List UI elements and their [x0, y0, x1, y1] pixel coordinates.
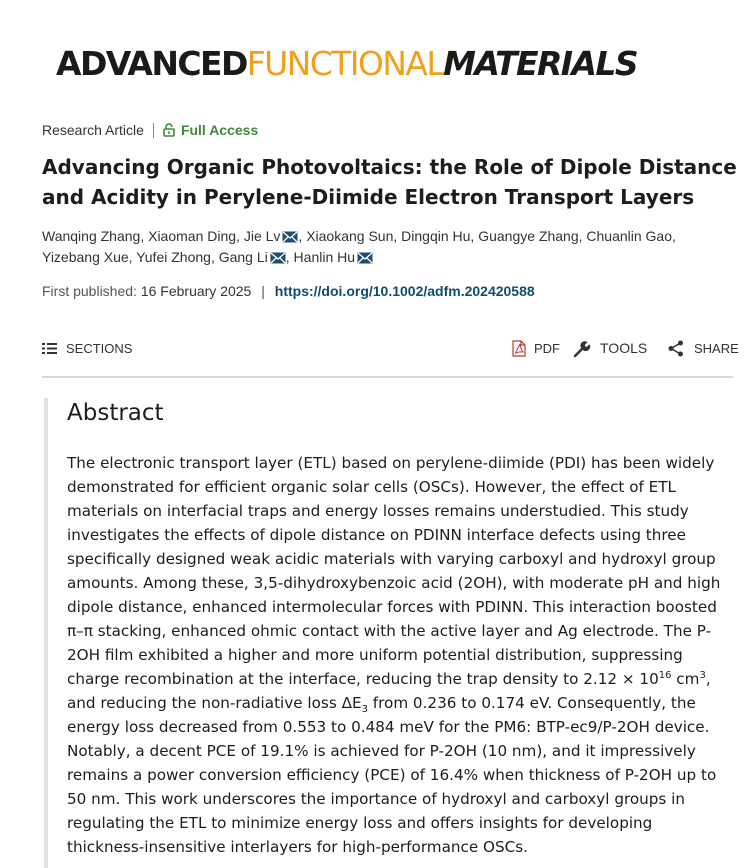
author-separator: ,: [393, 228, 402, 244]
article-type: Research Article: [42, 122, 144, 138]
author-separator: ,: [140, 228, 149, 244]
abstract-text: [67, 451, 733, 859]
journal-logo-part-1: ADVANCED: [56, 44, 247, 83]
author-separator: ,: [470, 228, 479, 244]
toolbar-divider: [42, 376, 733, 378]
article-toolbar: [42, 336, 739, 362]
author-name[interactable]: Chuanlin Gao: [586, 228, 673, 244]
share-button[interactable]: [668, 336, 739, 360]
abstract-text-part-3: , and reducing the non-radiative loss ΔE: [67, 670, 711, 712]
pub-divider: |: [261, 283, 265, 299]
author-separator: ,: [672, 228, 676, 244]
author-name[interactable]: Gang Li: [218, 249, 268, 265]
abstract-text-part-4: from 0.236 to 0.174 eV. Consequently, the energy loss decreased from 0.553 to 0.484 meV for the PM6: BTP-ec9/P-2OH device. Notably, a decent PCE of 19.1% is achieved for P-2OH (10 nm), and it impressively remains a power conversion efficiency (PCE) of 16.4% when thickness of P-2OH up to 50 nm. This work underscores the importance of hydroxyl and carboxyl groups in regulating the ETL to minimize energy loss and offers insights for developing thickness-insensitive interlayers for high-performance OSCs.: [67, 694, 717, 856]
journal-logo[interactable]: [56, 44, 637, 84]
first-published-label: First published:: [42, 283, 137, 299]
article-meta: [42, 122, 258, 138]
email-icon[interactable]: [282, 231, 298, 243]
share-icon: [668, 340, 684, 357]
publication-info: [42, 283, 535, 299]
wrench-icon: [572, 339, 591, 358]
author-name[interactable]: Yizebang Xue: [42, 249, 129, 265]
journal-logo-part-3: MATERIALS: [443, 44, 638, 83]
list-icon: [42, 342, 57, 355]
author-name[interactable]: Dingqin Hu: [401, 228, 471, 244]
tools-button[interactable]: [572, 336, 647, 360]
author-list: [42, 226, 742, 268]
energy-loss-subscript: 3: [361, 704, 368, 716]
doi-link[interactable]: https://doi.org/10.1002/adfm.202420588: [274, 283, 535, 299]
author-name[interactable]: Yufei Zhong: [136, 249, 211, 265]
author-separator: ,: [578, 228, 587, 244]
author-name[interactable]: Wanqing Zhang: [42, 228, 141, 244]
author-name[interactable]: Xiaokang Sun: [306, 228, 394, 244]
tools-label: TOOLS: [600, 340, 648, 356]
pdf-button[interactable]: [512, 336, 560, 360]
sections-button[interactable]: [42, 336, 132, 360]
journal-logo-part-2: FUNCTIONAL: [246, 44, 444, 83]
author-separator: ,: [298, 228, 307, 244]
abstract-heading: Abstract: [67, 400, 164, 426]
trap-density-exponent: 16: [658, 669, 672, 681]
author-separator: ,: [210, 249, 219, 265]
author-separator: ,: [128, 249, 137, 265]
author-name[interactable]: Guangye Zhang: [478, 228, 579, 244]
pdf-icon: [512, 340, 526, 357]
abstract-rule: [44, 398, 48, 868]
author-name[interactable]: Xiaoman Ding: [148, 228, 237, 244]
author-separator: ,: [236, 228, 244, 244]
abstract-text-part-1: The electronic transport layer (ETL) based on perylene-diimide (PDI) has been widely demonstrated for efficient organic solar cells (OSCs). However, the effect of ETL materials on interfacial traps and energy losses remains understudied. This study investigates the effects of dipole distance on PDINN interface defects using three specifically designed weak acidic materials with varying carboxyl and hydroxyl group amounts. Among these, 3,5-dihydroxybenzoic acid (2OH), with moderate pH and high dipole distance, enhanced intermolecular forces with PDINN. This interaction boosted π–π stacking, enhanced ohmic contact with the active layer and Ag electrode. The P-2OH film exhibited a higher and more uniform potential distribution, suppressing charge recombination at the interface, reducing the trap density to 2.12 × 10: [67, 454, 721, 688]
share-label: SHARE: [694, 340, 739, 356]
author-separator: ,: [285, 249, 294, 265]
sections-label: SECTIONS: [66, 340, 133, 356]
email-icon[interactable]: [270, 252, 286, 264]
email-icon[interactable]: [357, 252, 373, 264]
author-name[interactable]: Hanlin Hu: [293, 249, 356, 265]
meta-divider: [153, 123, 154, 138]
first-published-date: 16 February 2025: [140, 283, 252, 299]
unit-exponent: 3: [699, 669, 706, 681]
pdf-label: PDF: [534, 340, 560, 356]
access-label: Full Access: [180, 122, 259, 138]
abstract-text-part-2: cm: [671, 670, 700, 688]
access-badge: [163, 122, 258, 138]
author-name[interactable]: Jie Lv: [243, 228, 281, 244]
unlock-icon: [163, 123, 175, 137]
article-title: Advancing Organic Photovoltaics: the Role of Dipole Distance and Acidity in Perylene-Diimide Electron Transport Layers: [42, 155, 737, 209]
